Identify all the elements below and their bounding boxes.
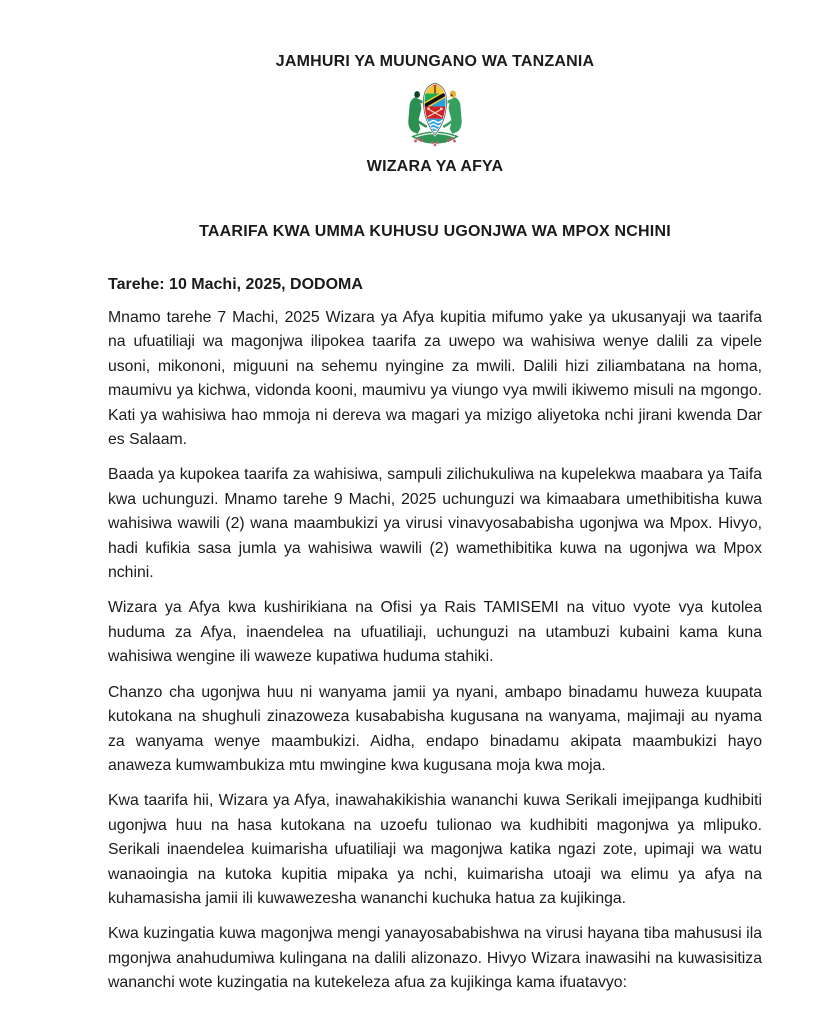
emblem-container bbox=[108, 79, 762, 149]
document-title: TAARIFA KWA UMMA KUHUSU UGONJWA WA MPOX NCHINI bbox=[199, 223, 671, 240]
paragraph-case-report: Mnamo tarehe 7 Machi, 2025 Wizara ya Afya kupitia mifumo yake ya ukusanyaji wa taarifa na ufuatiliaji wa magonjwa ilipokea taarifa za uwepo wa wahisiwa wenye dalili za vipele usoni, mikononi, miguuni na sehemu nyingine za mwili. Dalili hizi ziliambatana na homa, maumivu ya kichwa, vidonda kooni, maumivu ya viungo vya mwili ikiwemo misuli na mgongo. Kati ya wahisiwa hao mmoja ni dereva wa magari ya mizigo aliyetoka nchi jirani kwenda Dar es Salaam. bbox=[108, 309, 762, 449]
paragraph-lab-confirmation: Baada ya kupokea taarifa za wahisiwa, sampuli zilichukuliwa na kupelekwa maabara ya Taifa kwa uchunguzi. Mnamo tarehe 9 Machi, 2025 uchunguzi wa kimaabara umethibitisha kuwa wahisiwa wawili (2) wana maambukizi ya virusi vinavyosababisha ugonjwa wa Mpox. Hivyo, hadi kufikia sasa jumla ya wahisiwa wawili (2) wamethibitika kuwa na ugonjwa wa Mpox nchini. bbox=[108, 466, 762, 582]
paragraph-followup: Wizara ya Afya kwa kushirikiana na Ofisi ya Rais TAMISEMI na vituo vyote vya kutolea huduma za Afya, inaendelea na ufuatiliaji, uchunguzi na utambuzi kubaini kama kuna wahisiwa wengine ili waweze kupatiwa huduma stahiki. bbox=[108, 599, 762, 666]
document-header bbox=[108, 52, 762, 294]
country-title: JAMHURI YA MUUNGANO WA TANZANIA bbox=[275, 53, 595, 70]
date-line: Tarehe: 10 Machi, 2025, DODOMA bbox=[108, 276, 363, 293]
paragraph-disease-source: Chanzo cha ugonjwa huu ni wanyama jamii ya nyani, ambapo binadamu huweza kuupata kutokana na shughuli zinazoweza kusababisha kugusana na wanyama, majimaji au nyama za wanyama wenye maambukizi. Aidha, endapo binadamu akipata maambukizi hayo anaweza kumwambukiza mtu mwingine kwa kugusana moja kwa moja. bbox=[108, 683, 762, 774]
paragraph-government-response: Kwa taarifa hii, Wizara ya Afya, inawahakikishia wananchi kuwa Serikali imejipanga kudhibiti ugonjwa huu na hasa kutokana na uzoefu tulionao wa kudhibiti magonjwa ya mlipuko. Serikali inaendelea kuimarisha ufuatiliaji wa magonjwa katika ngazi zote, upimaji wa watu wanaoingia na kutoka kupitia mipaka ya nchi, kuimarisha utoaji wa elimu ya afya na kuhamasisha jamii ili kuwawezesha wananchi kuchuka hatua za kujikinga. bbox=[108, 792, 762, 907]
tanzania-coat-of-arms-icon bbox=[394, 79, 476, 149]
paragraph-prevention-intro: Kwa kuzingatia kuwa magonjwa mengi yanayosababishwa na virusi hayana tiba mahususi ila mgonjwa anahudumiwa kulingana na dalili alizonazo. Hivyo Wizara inawasihi na kuwasisitiza wananchi wote kuzingatia na kutekeleza afua za kujikinga kama ifuatavyo: bbox=[108, 925, 762, 992]
document-body bbox=[108, 306, 762, 996]
ministry-title: WIZARA YA AFYA bbox=[366, 158, 504, 175]
